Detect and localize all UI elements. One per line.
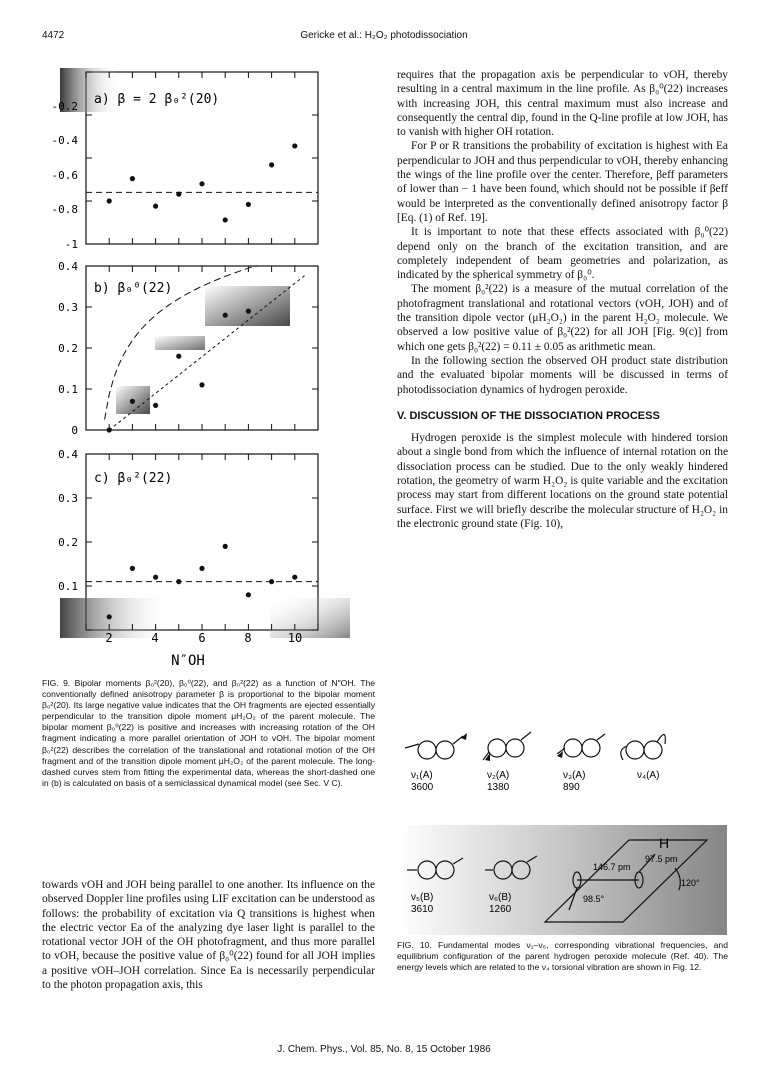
data-point [153,204,158,209]
right-paragraph: It is important to note that these effects associated with β₀⁰(22) depend only on the branch of the excitation transition, and are completely independent of beam geometries and polarization, as indicated by the spherical symmetry of β₀⁰. [397,226,728,282]
data-point [130,176,135,181]
xtick-label: 4 [151,631,159,645]
data-point [107,427,112,432]
figure-9 [30,58,375,678]
data-point [292,143,297,148]
right-paragraph: requires that the propagation axis be perpendicular to vOH, thereby resulting in a central maximum in the line profile. As β₀⁰(22) increases with increasing JOH, this central maximum must also increase and consequently the central dip, found in the Q-line profile at low JOH, has to vanish with higher OH rotation. [397,69,728,139]
data-point [153,575,158,580]
mode-frequency: 3600 [411,782,434,793]
data-point [223,313,228,318]
mode-frequency: 3610 [411,904,434,915]
right-paragraph: In the following section the observed OH product state distribution and the evaluated bipolar moments will be discussed in terms of photodissociation dynamics of hydrogen peroxide. [397,354,728,396]
xtick-label: 2 [105,631,113,645]
ytick-label: -1 [64,238,78,251]
figure-9-caption: FIG. 9. Bipolar moments β₀²(20), β₀⁰(22), and β₀²(22) as a function of N″OH. The conventionally defined anisotropy parameter β is proportional to the bipolar moment β₀²(20). Its large negative value indicates that the OH fragments are ejected essentially perpendicular to the transition dipole moment μH₂O₂ of the parent molecule. The bipolar moment β₀⁰(22) is positive and increases with increasing rotation of the OH fragment indicating a more parallel orientation of JOH to vOH. The bipolar moment β₀²(22) describes the correlation of the translational and rotational motion of the OH fragment and of the transition dipole moment μH₂O₂ of the parent molecule. The long-dashed curves stem from fitting the experimental data, whereas the short-dashed one in (b) is calculated on basis of a semiclassical dynamical model (see Sec. V C). [42,678,375,788]
mode-label: ν₆(B) [489,892,512,903]
left-paragraph: towards vOH and JOH being parallel to one another. Its influence on the observed Doppler line profiles using LIF excitation can be understood as follows: the probability of excitation via Q transitions is highest when the electric vector Ea of the analyzing dye laser light is parallel to the rotational vector JOH of the OH photofragment, and thus more parallel to vOH, because the positive value of β₀⁰(22) found for all JOH implies a positive vOH–JOH correlation. Since Ea is necessarily perpendicular to the photon propagation axis, this [42,879,375,992]
section-heading: V. DISCUSSION OF THE DISSOCIATION PROCESS [397,409,660,422]
mode-label: ν₄(A) [637,770,660,781]
data-point [176,354,181,359]
x-axis-label: N″OH [171,653,205,669]
data-point [199,181,204,186]
page-number: 4472 [42,30,65,41]
figure-10-caption: FIG. 10. Fundamental modes ν₁–ν₆, corresponding vibrational frequencies, and equilibrium configuration of the parent hydrogen peroxide molecule (Ref. 40). The energy levels which are related to the ν₄ torsional vibration are shown in Fig. 12. [397,940,728,973]
data-point [130,566,135,571]
ytick-label: 0.3 [58,301,78,314]
mode-frequency: 890 [563,782,580,793]
mode-label: ν₅(B) [411,892,434,903]
dihedral-angle: 120° [681,878,700,888]
data-point [246,592,251,597]
data-point [246,309,251,314]
oh-bond-length: 97.5 pm [645,854,678,864]
right-paragraph: For P or R transitions the probability of excitation is highest with Ea perpendicular to JOH and thus perpendicular to vOH, thereby enhancing the wings of the line profile over the center. Therefore, βeff parameters of lower than − 1 have been found, which should not be possible if βeff would be interpreted as the conventionally defined anisotropy factor β [Eq. (1) of Ref. 19]. [397,140,728,224]
mode-frequency: 1260 [489,904,512,915]
data-point [199,382,204,387]
ytick-label: -0.6 [51,169,78,182]
hoo-angle: 98.5° [583,894,605,904]
oo-bond-length: 146.7 pm [593,862,631,872]
panel-c-label: c) β₀²(22) [94,471,173,486]
ytick-label: 0.3 [58,492,78,505]
journal-footer: J. Chem. Phys., Vol. 85, No. 8, 15 October 1986 [277,1044,491,1055]
data-point [223,544,228,549]
panel-a-label: a) β = 2 β₀²(20) [94,92,220,107]
data-point [176,192,181,197]
data-point [107,198,112,203]
mode-label: ν₃(A) [563,770,586,781]
ytick-label: 0.4 [58,260,78,273]
running-title: Gericke et al.: H₂O₂ photodissociation [300,30,468,41]
xtick-label: 8 [244,631,252,645]
ytick-label: 0.2 [58,342,78,355]
data-point [199,566,204,571]
data-point [176,579,181,584]
ytick-label: 0.4 [58,448,78,461]
data-point [107,614,112,619]
mode-label: ν₁(A) [411,770,433,781]
ytick-label: -0.2 [51,100,78,113]
ytick-label: -0.8 [51,203,78,216]
data-point [223,217,228,222]
xtick-label: 6 [198,631,206,645]
ytick-label: 0.1 [58,383,78,396]
ytick-label: -0.4 [51,134,78,147]
xtick-label: 10 [287,631,303,645]
panel-b-label: b) β₀⁰(22) [94,281,173,296]
figure-10 [397,730,727,935]
data-point [269,579,274,584]
ytick-label: 0.2 [58,536,78,549]
mode-frequency: 1380 [487,782,510,793]
data-point [292,575,297,580]
data-point [246,202,251,207]
right-paragraph: Hydrogen peroxide is the simplest molecule with hindered torsion about a single bond from which the influence of internal rotation on the dissociation process can be studied. Due to the only weakly hindered rotation, the geometry of warm H₂O₂ is quite variable and the excitation process may start from different locations on the ground state potential surface. First we will briefly describe the molecular structure of H₂O₂ in the electronic ground state (Fig. 10), [397,432,728,530]
hydrogen-atom-label: H [659,835,670,851]
data-point [153,403,158,408]
mode-label: ν₂(A) [487,770,510,781]
ytick-label: 0 [71,424,78,437]
data-point [130,399,135,404]
data-point [269,162,274,167]
right-paragraph: The moment β₀²(22) is a measure of the mutual correlation of the photofragment translational and rotational vectors (vOH, JOH) and of the transition dipole vector (μH₂O₂) in the parent H₂O₂ molecule. We observed a low positive value of β₀²(22) for all JOH [Fig. 9(c)] from which one gets β₀²(22) = 0.11 ± 0.05 as arithmetic mean. [397,283,728,353]
ytick-label: 0.1 [58,580,78,593]
